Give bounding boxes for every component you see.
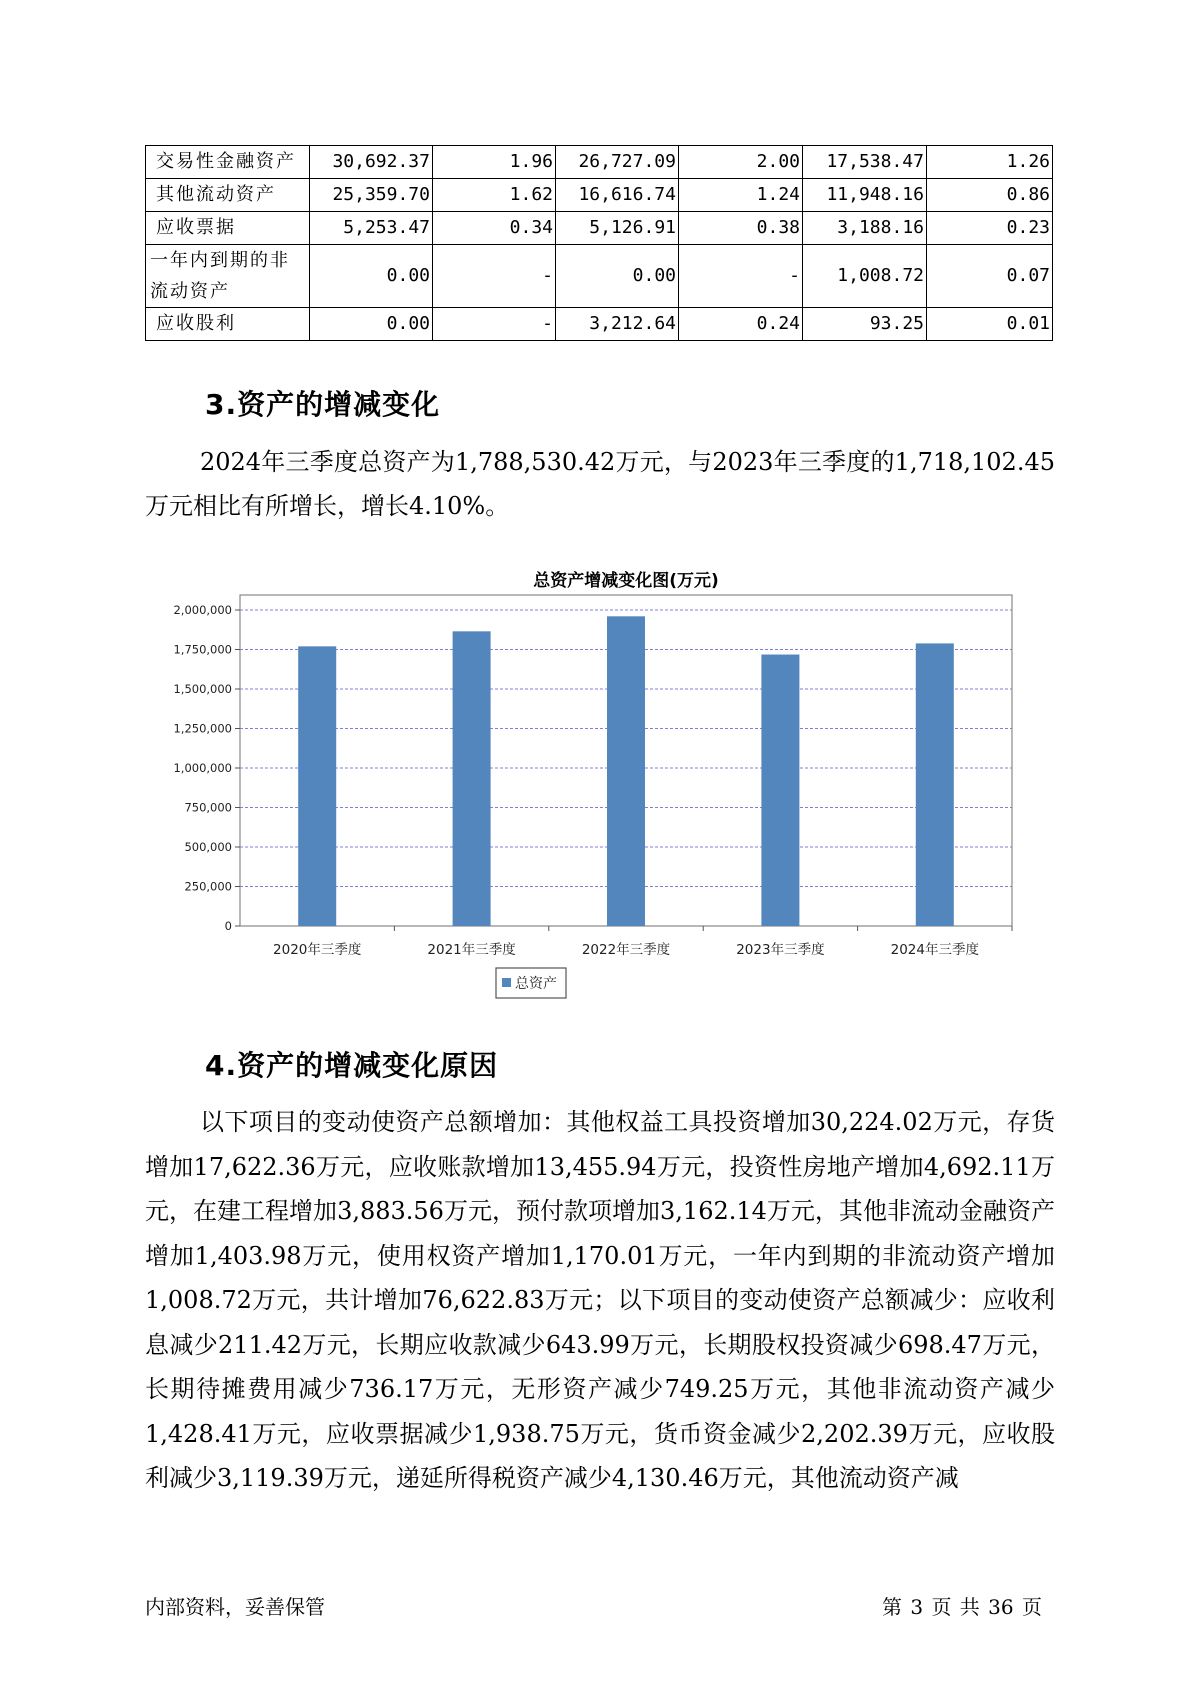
cell-value: 25,359.70	[310, 179, 433, 212]
legend-label: 总资产	[515, 976, 557, 992]
cell-value: 16,616.74	[556, 179, 679, 212]
cell-percent: 0.34	[433, 212, 556, 245]
section-paragraph: 2024年三季度总资产为1,788,530.42万元，与2023年三季度的1,718,102.45万元相比有所增长，增长4.10%。	[145, 448, 1055, 520]
cell-percent: -	[433, 308, 556, 341]
bar	[761, 655, 799, 926]
cell-percent: -	[433, 245, 556, 308]
row-name: 应收票据	[146, 212, 310, 245]
cell-percent: -	[679, 245, 803, 308]
cell-percent: 2.00	[679, 146, 803, 179]
x-tick-label: 2023年三季度	[736, 942, 825, 958]
y-tick-label: 250,000	[184, 879, 232, 894]
y-tick-label: 750,000	[184, 800, 232, 815]
total-assets-bar-chart	[145, 556, 1045, 1016]
cell-value: 30,692.37	[310, 146, 433, 179]
y-tick-label: 1,750,000	[173, 642, 232, 657]
y-tick-label: 1,250,000	[173, 721, 232, 736]
y-tick-label: 1,500,000	[173, 682, 232, 696]
row-name: 应收股利	[146, 308, 310, 341]
row-name: 其他流动资产	[146, 179, 310, 212]
y-tick-label: 0	[224, 919, 232, 933]
table-row	[146, 179, 1053, 212]
y-tick-label: 500,000	[184, 840, 232, 854]
cell-value: 1,008.72	[803, 245, 927, 308]
cell-value: 5,126.91	[556, 212, 679, 245]
cell-value: 11,948.16	[803, 179, 927, 212]
bar	[453, 631, 491, 926]
cell-value: 5,253.47	[310, 212, 433, 245]
cell-percent: 1.62	[433, 179, 556, 212]
cell-value: 0.00	[310, 308, 433, 341]
cell-value: 0.00	[556, 245, 679, 308]
row-name: 交易性金融资产	[146, 146, 310, 179]
cell-value: 3,212.64	[556, 308, 679, 341]
x-tick-label: 2022年三季度	[581, 942, 671, 958]
y-tick-label: 1,000,000	[173, 761, 232, 775]
table-row	[146, 245, 1053, 308]
x-tick-label: 2024年三季度	[890, 942, 979, 958]
cell-percent: 1.26	[927, 146, 1053, 179]
x-tick-label: 2021年三季度	[427, 942, 516, 958]
section-heading: 3.资产的增减变化	[205, 388, 441, 421]
cell-percent: 0.86	[927, 179, 1053, 212]
cell-percent: 0.01	[927, 308, 1053, 341]
bar	[916, 643, 954, 926]
y-tick-label: 2,000,000	[173, 603, 232, 617]
section-paragraph: 以下项目的变动使资产总额增加：其他权益工具投资增加30,224.02万元，存货增加17,622.36万元，应收账款增加13,455.94万元，投资性房地产增加4,692.11万元，在建工程增加3,883.56万元，预付款项增加3,162.14万元，其他非流动金融资产增加1,403.98万元，使用权资产增加1,170.01万元，一年内到期的非流动资产增加1,008.72万元，共计增加76,622.83万元；以下项目的变动使资产总额减少：应收利息减少211.42万元，长期应收款减少643.99万元，长期股权投资减少698.47万元，长期待摊费用减少736.17万元，无形资产减少749.25万元，其他非流动资产减少1,428.41万元，应收票据减少1,938.75万元，货币资金减少2,202.39万元，应收股利减少3,119.39万元，递延所得税资产减少4,130.46万元，其他流动资产减	[145, 1108, 1055, 1492]
cell-percent: 0.07	[927, 245, 1053, 308]
footer-page-number: 第 3 页 共 36 页	[882, 1595, 1042, 1619]
section-heading: 4.资产的增减变化原因	[205, 1049, 499, 1082]
cell-value: 17,538.47	[803, 146, 927, 179]
cell-percent: 1.24	[679, 179, 803, 212]
x-tick-label: 2020年三季度	[273, 942, 362, 958]
cell-percent: 1.96	[433, 146, 556, 179]
table-row	[146, 212, 1053, 245]
cell-percent: 0.24	[679, 308, 803, 341]
footer-confidential-note: 内部资料，妥善保管	[145, 1595, 325, 1619]
legend-swatch	[502, 978, 511, 987]
table-row	[146, 146, 1053, 179]
bar	[607, 616, 645, 926]
row-name: 一年内到期的非流动资产	[146, 245, 310, 308]
cell-value: 0.00	[310, 245, 433, 308]
asset-table	[145, 145, 1053, 341]
cell-value: 26,727.09	[556, 146, 679, 179]
cell-value: 3,188.16	[803, 212, 927, 245]
bar	[298, 646, 336, 926]
table-row	[146, 308, 1053, 341]
chart-title: 总资产增减变化图(万元)	[533, 571, 719, 591]
cell-percent: 0.38	[679, 212, 803, 245]
cell-value: 93.25	[803, 308, 927, 341]
cell-percent: 0.23	[927, 212, 1053, 245]
